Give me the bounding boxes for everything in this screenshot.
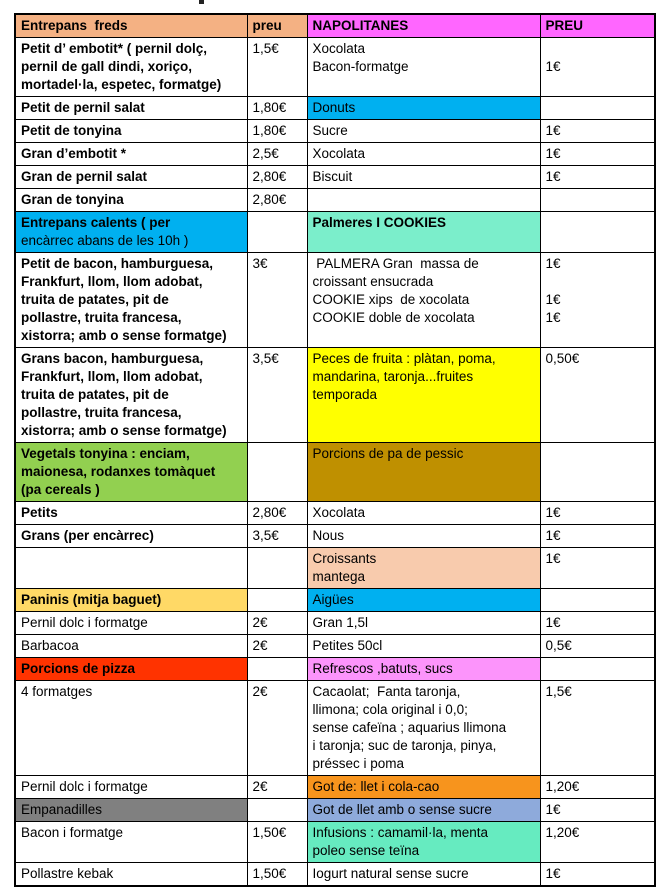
cell-line: Xocolata <box>312 41 366 56</box>
cell-line: Barbacoa <box>21 638 79 653</box>
cell-line: pernil de gall dindi, xoriço, <box>21 59 193 74</box>
cell-line: 1€ <box>545 256 561 271</box>
cell-line: Biscuit <box>312 169 353 184</box>
cell-line: 1€ <box>545 528 561 543</box>
cell-line: 3€ <box>252 256 268 271</box>
price-cell <box>247 589 307 612</box>
cell-line: 3,5€ <box>252 351 279 366</box>
table-row <box>15 120 655 143</box>
cell-line: Got de llet amb o sense sucre <box>312 802 492 817</box>
price-cell <box>540 212 655 253</box>
cell-line: 1€ <box>545 551 561 566</box>
cell-line: Pernil dolc i formatge <box>21 615 148 630</box>
menu-table <box>14 13 656 887</box>
cell-line: 1,80€ <box>252 100 287 115</box>
cell-line: Petit de tonyina <box>21 123 122 138</box>
cell-line: mantega <box>312 569 366 584</box>
cell-line <box>253 660 302 678</box>
cell-line <box>546 99 650 117</box>
price-cell <box>540 143 655 166</box>
price-cell <box>540 589 655 612</box>
cell-line: mandarina, taronja...fruites <box>312 369 474 384</box>
table-row <box>15 38 655 97</box>
item-cell <box>15 589 247 612</box>
cell-line: 2€ <box>252 684 268 699</box>
item-cell <box>15 658 247 681</box>
item-cell <box>307 548 540 589</box>
item-cell <box>307 863 540 887</box>
table-row <box>15 253 655 348</box>
price-cell <box>540 525 655 548</box>
price-cell <box>247 502 307 525</box>
cell-line: Croissants <box>312 551 377 566</box>
price-cell <box>247 120 307 143</box>
cell-line <box>253 591 302 609</box>
item-cell <box>15 799 247 822</box>
cell-line: truita de patates, pit de <box>21 292 169 307</box>
table-row <box>15 681 655 776</box>
cell-line: 1,5€ <box>252 41 279 56</box>
cell-line: 3,5€ <box>252 528 279 543</box>
item-cell <box>15 681 247 776</box>
cell-line: Refrescos ,batuts, sucs <box>312 661 453 676</box>
item-cell <box>15 189 247 212</box>
price-cell <box>247 38 307 97</box>
item-cell <box>307 635 540 658</box>
item-cell <box>307 348 540 443</box>
cell-line: Bacon i formatge <box>21 825 124 840</box>
price-cell <box>540 863 655 887</box>
cell-line: mortadel·la, espetec, formatge) <box>21 77 222 92</box>
item-cell <box>307 776 540 799</box>
cell-line: Paninis (mitja baguet) <box>21 592 162 607</box>
price-cell <box>247 658 307 681</box>
item-cell <box>307 120 540 143</box>
price-cell <box>247 189 307 212</box>
price-cell <box>540 776 655 799</box>
item-cell <box>15 525 247 548</box>
cell-line: Porcions de pizza <box>21 661 136 676</box>
cell-line <box>546 445 650 463</box>
cell-line: pollastre, truita francesa, <box>21 405 182 420</box>
item-cell <box>15 120 247 143</box>
table-row <box>15 502 655 525</box>
cell-line: 0,50€ <box>545 351 580 366</box>
price-cell <box>247 143 307 166</box>
cell-line: 1€ <box>545 123 561 138</box>
cell-line: temporada <box>312 387 378 402</box>
item-cell <box>307 38 540 97</box>
table-row <box>15 548 655 589</box>
cell-line: Entrepans calents ( per <box>21 215 171 230</box>
cell-line: Gran d’embotit * <box>21 146 127 161</box>
cell-line: 1€ <box>545 802 561 817</box>
header-label: preu <box>252 18 282 33</box>
cell-line <box>21 550 242 568</box>
table-row <box>15 348 655 443</box>
cell-line: maionesa, rodanxes tomàquet <box>21 464 216 479</box>
price-cell <box>247 253 307 348</box>
cell-line: 2,5€ <box>252 146 279 161</box>
cell-line: Iogurt natural sense sucre <box>312 866 469 881</box>
table-row <box>15 776 655 799</box>
cell-line: Empanadilles <box>21 802 103 817</box>
price-cell <box>540 120 655 143</box>
table-row <box>15 863 655 887</box>
price-cell <box>247 348 307 443</box>
price-cell <box>247 681 307 776</box>
cell-line: Porcions de pa de pessic <box>312 446 464 461</box>
item-cell <box>15 548 247 589</box>
item-cell <box>15 143 247 166</box>
cell-line <box>546 214 650 232</box>
header-cell <box>15 14 247 38</box>
price-cell <box>540 681 655 776</box>
table-row <box>15 166 655 189</box>
item-cell <box>307 589 540 612</box>
item-cell <box>15 502 247 525</box>
price-cell <box>540 635 655 658</box>
cell-line: 2€ <box>252 615 268 630</box>
cell-line: Gran de tonyina <box>21 192 124 207</box>
item-cell <box>307 212 540 253</box>
price-cell <box>247 799 307 822</box>
item-cell <box>307 166 540 189</box>
header-label: PREU <box>545 18 584 33</box>
cell-line <box>313 191 535 209</box>
cell-line: Frankfurt, llom, llom adobat, <box>21 274 203 289</box>
item-cell <box>15 97 247 120</box>
table-row <box>15 143 655 166</box>
cell-line <box>253 214 302 232</box>
price-cell <box>247 863 307 887</box>
table-row <box>15 799 655 822</box>
cell-line: 2,80€ <box>252 192 287 207</box>
item-cell <box>307 681 540 776</box>
cell-line: Frankfurt, llom, llom adobat, <box>21 369 203 384</box>
cell-line: 0,5€ <box>545 638 572 653</box>
cell-line: xistorra; amb o sense formatge) <box>21 423 227 438</box>
cell-line: llimona; cola original i 0,0; <box>312 702 468 717</box>
table-row <box>15 635 655 658</box>
item-cell <box>15 166 247 189</box>
cell-line <box>546 191 650 209</box>
cell-line: Bacon-formatge <box>312 59 409 74</box>
cell-line: Pernil dolc i formatge <box>21 779 148 794</box>
cell-line <box>546 591 650 609</box>
cell-line: 1€ <box>545 59 561 74</box>
cell-line: 1€ <box>545 146 561 161</box>
price-cell <box>247 212 307 253</box>
cell-line: 1€ <box>545 169 561 184</box>
cell-line: Vegetals tonyina : enciam, <box>21 446 190 461</box>
header-cell <box>247 14 307 38</box>
table-row <box>15 525 655 548</box>
cell-line: pollastre, truita francesa, <box>21 310 182 325</box>
item-cell <box>307 612 540 635</box>
cell-line: Gran 1,5l <box>312 615 369 630</box>
cell-line: Got de: llet i cola-cao <box>312 779 440 794</box>
price-cell <box>247 525 307 548</box>
cell-line: Infusions : camamil·la, menta <box>312 825 489 840</box>
price-cell <box>247 548 307 589</box>
price-cell <box>540 548 655 589</box>
price-cell <box>540 822 655 863</box>
cell-line: Grans bacon, hamburguesa, <box>21 351 204 366</box>
table-row <box>15 612 655 635</box>
cell-line: 2,80€ <box>252 505 287 520</box>
cell-line: i taronja; suc de taronja, pinya, <box>312 738 497 753</box>
table-row <box>15 658 655 681</box>
price-cell <box>247 822 307 863</box>
cell-line: Cacaolat; Fanta taronja, <box>312 684 461 699</box>
header-cell <box>540 14 655 38</box>
item-cell <box>15 635 247 658</box>
menu-document <box>14 13 656 887</box>
cell-line <box>253 550 302 568</box>
item-cell <box>307 253 540 348</box>
table-row <box>15 189 655 212</box>
item-cell <box>307 143 540 166</box>
menu-table-body <box>15 14 655 886</box>
cell-line: PALMERA Gran massa de <box>312 256 479 271</box>
item-cell <box>15 253 247 348</box>
cell-line: sense cafeïna ; aquarius llimona <box>312 720 507 735</box>
cell-line <box>253 445 302 463</box>
item-cell <box>15 822 247 863</box>
item-cell <box>307 525 540 548</box>
cell-line: Nous <box>312 528 345 543</box>
item-cell <box>307 658 540 681</box>
price-cell <box>247 166 307 189</box>
cell-line: (pa cereals ) <box>21 482 100 497</box>
price-cell <box>247 635 307 658</box>
item-cell <box>307 443 540 502</box>
cell-line: 2€ <box>252 779 268 794</box>
cell-line: Gran de pernil salat <box>21 169 148 184</box>
cell-line: encàrrec abans de les 10h ) <box>21 233 189 248</box>
cell-line: croissant ensucrada <box>312 274 434 289</box>
cell-line: préssec i poma <box>312 756 405 771</box>
header-row <box>15 14 655 38</box>
price-cell <box>540 348 655 443</box>
item-cell <box>15 863 247 887</box>
price-cell <box>540 189 655 212</box>
table-row <box>15 443 655 502</box>
cell-line: Peces de fruita : plàtan, poma, <box>312 351 496 366</box>
cell-line: Donuts <box>312 100 356 115</box>
cell-line: 2€ <box>252 638 268 653</box>
cell-line: xistorra; amb o sense formatge) <box>21 328 227 343</box>
cell-line: Palmeres I COOKIES <box>312 215 447 230</box>
item-cell <box>307 97 540 120</box>
cell-line: Petit de pernil salat <box>21 100 145 115</box>
item-cell <box>15 612 247 635</box>
header-label: Entrepans freds <box>21 18 128 33</box>
price-cell <box>247 612 307 635</box>
cell-line: 1€ <box>545 505 561 520</box>
cell-line <box>253 801 302 819</box>
cell-line: Grans (per encàrrec) <box>21 528 154 543</box>
cell-line: Petit de bacon, hamburguesa, <box>21 256 214 271</box>
item-cell <box>15 212 247 253</box>
cell-line: Petites 50cl <box>312 638 383 653</box>
cell-line: Petits <box>21 505 58 520</box>
item-cell <box>15 443 247 502</box>
item-cell <box>307 502 540 525</box>
price-cell <box>540 502 655 525</box>
price-cell <box>540 443 655 502</box>
item-cell <box>307 799 540 822</box>
header-cell <box>307 14 540 38</box>
price-cell <box>540 658 655 681</box>
cell-line: 2,80€ <box>252 169 287 184</box>
cell-line: 1,20€ <box>545 825 580 840</box>
cell-line <box>546 273 650 291</box>
cell-line <box>546 40 650 58</box>
item-cell <box>307 189 540 212</box>
cell-line: Aigües <box>312 592 354 607</box>
cell-line: 1,20€ <box>545 779 580 794</box>
price-cell <box>540 38 655 97</box>
table-row <box>15 822 655 863</box>
cell-line: COOKIE xips de xocolata <box>312 292 470 307</box>
price-cell <box>247 443 307 502</box>
cell-line: Pollastre kebak <box>21 866 114 881</box>
cell-line: 1,5€ <box>545 684 572 699</box>
price-cell <box>247 776 307 799</box>
cell-line: Xocolata <box>312 505 366 520</box>
cell-line: 1,50€ <box>252 825 287 840</box>
cell-line: 1€ <box>545 310 561 325</box>
cell-line: Xocolata <box>312 146 366 161</box>
price-cell <box>540 166 655 189</box>
cell-line: 1,80€ <box>252 123 287 138</box>
price-cell <box>247 97 307 120</box>
price-cell <box>540 253 655 348</box>
header-label: NAPOLITANES <box>312 18 409 33</box>
cell-line <box>546 660 650 678</box>
cell-line: COOKIE doble de xocolata <box>312 310 475 325</box>
cell-line: poleo sense teïna <box>312 843 420 858</box>
cell-line: 1€ <box>545 292 561 307</box>
cell-line: 1€ <box>545 615 561 630</box>
table-row <box>15 97 655 120</box>
cell-line: 1,50€ <box>252 866 287 881</box>
price-cell <box>540 97 655 120</box>
price-cell <box>540 799 655 822</box>
cropped-text-artifact <box>199 0 204 4</box>
cell-line: 1€ <box>545 866 561 881</box>
cell-line: 4 formatges <box>21 684 93 699</box>
table-row <box>15 212 655 253</box>
item-cell <box>15 348 247 443</box>
item-cell <box>15 776 247 799</box>
price-cell <box>540 612 655 635</box>
cell-line: Petit d’ embotit* ( pernil dolç, <box>21 41 208 56</box>
cell-line: truita de patates, pit de <box>21 387 169 402</box>
item-cell <box>15 38 247 97</box>
item-cell <box>307 822 540 863</box>
cell-line: Sucre <box>312 123 348 138</box>
table-row <box>15 589 655 612</box>
